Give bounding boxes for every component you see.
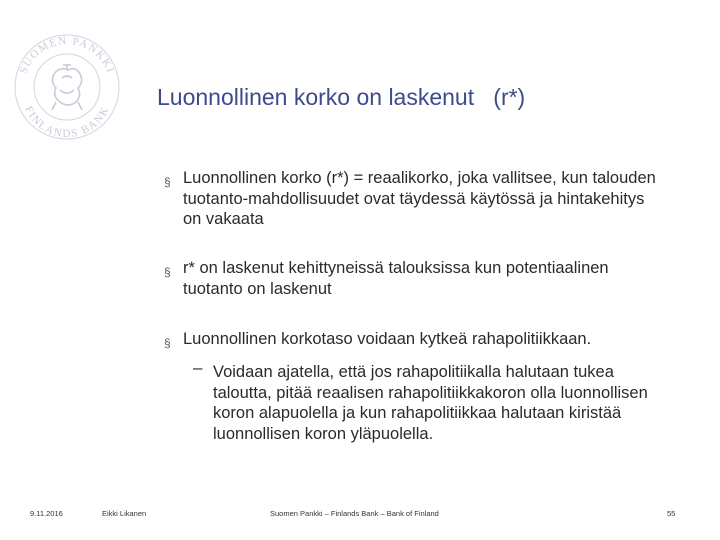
slide-title: Luonnollinen korko on laskenut (r*) — [157, 84, 526, 110]
bullet-marker-icon: § — [164, 175, 171, 189]
bullet-text: r* on laskenut kehittyneissä talouksissa kun potentiaalinen tuotanto on laskenut — [183, 259, 609, 298]
bullet-text: Luonnollinen korkotaso voidaan kytkeä rahapolitiikkaan. — [183, 330, 592, 348]
footer-author: Eikki Likanen — [102, 509, 147, 518]
sub-bullet-text: Voidaan ajatella, että jos rahapolitiikalla halutaan tukea taloutta, pitää reaalisen rahapolitiikkakoron olla luonnollisen koron alapuolella ja kun rahapolitiikkaa halutaan kiristää luonnollisen koron yläpuolella. — [213, 363, 648, 443]
footer-organization: Suomen Pankki – Finlands Bank – Bank of Finland — [270, 509, 439, 518]
footer-page-number: 55 — [667, 509, 676, 518]
seal-bottom-text: FINLANDS BANK — [22, 104, 112, 141]
bank-seal-logo — [10, 30, 125, 145]
bullet-item — [164, 258, 664, 299]
footer-date: 9.11.2016 — [30, 509, 63, 518]
bullet-item — [164, 168, 664, 230]
bullet-item — [164, 329, 664, 350]
bullet-marker-icon: § — [164, 265, 171, 279]
svg-text:FINLANDS BANK — [22, 104, 112, 140]
dash-marker-icon: – — [193, 358, 203, 377]
seal-top-text: SUOMEN PANKKI — [17, 34, 117, 76]
sub-bullet-item — [193, 358, 653, 444]
bullet-marker-icon: § — [164, 336, 171, 350]
lion-emblem-icon — [52, 64, 82, 110]
bullet-text: Luonnollinen korko (r*) = reaalikorko, joka vallitsee, kun talouden tuotanto-mahdollisuudet ovat täydessä käytössä ja hintakehitys on vakaata — [183, 169, 656, 228]
